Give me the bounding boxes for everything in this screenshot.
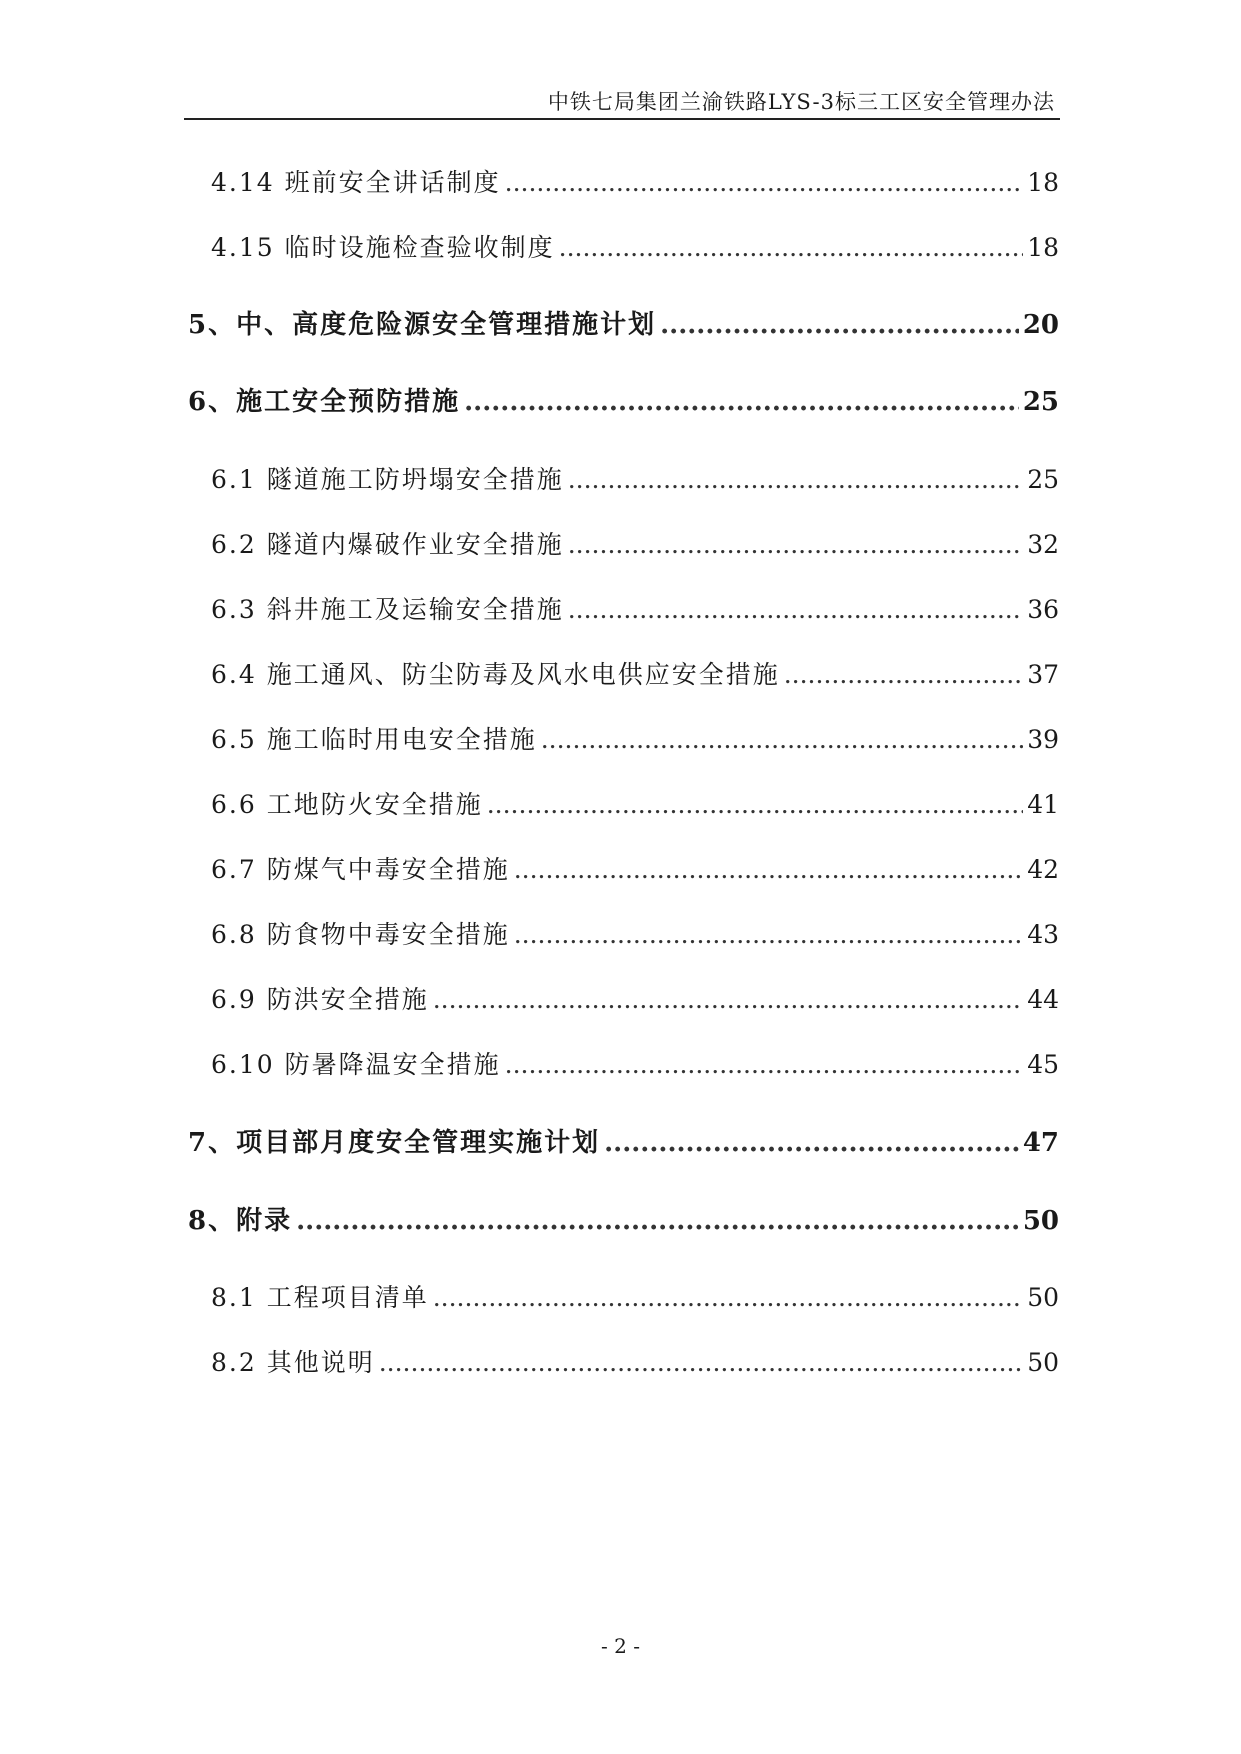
dot-leader — [464, 382, 1019, 422]
dot-leader — [660, 305, 1019, 345]
toc-entry-page: 18 — [1027, 168, 1059, 197]
toc-entry-page: 50 — [1027, 1283, 1059, 1312]
toc-entry-title: 5、中、高度危险源安全管理措施计划 — [188, 310, 657, 340]
toc-entry-page: 25 — [1027, 465, 1059, 494]
toc-entry-page: 25 — [1022, 387, 1059, 417]
toc-entry[interactable] — [188, 305, 1059, 345]
toc-entry-page: 36 — [1027, 595, 1059, 624]
toc-entry-page: 39 — [1027, 725, 1059, 754]
dot-leader — [433, 980, 1023, 1020]
toc-entry-title: 6.5 施工临时用电安全措施 — [211, 725, 537, 754]
page-number: - 2 - — [601, 1634, 640, 1658]
toc-entry-title: 6.10 防暑降温安全措施 — [211, 1050, 501, 1079]
toc-entry[interactable] — [211, 720, 1059, 760]
toc-entry-title: 6.6 工地防火安全措施 — [211, 790, 483, 819]
toc-entry[interactable] — [211, 785, 1059, 825]
toc-entry-title: 6.9 防洪安全措施 — [211, 985, 429, 1014]
toc-entry-page: 47 — [1022, 1128, 1059, 1158]
toc-entry-title: 4.15 临时设施检查验收制度 — [211, 233, 555, 262]
toc-entry-page: 20 — [1022, 310, 1059, 340]
toc-entry-title: 7、项目部月度安全管理实施计划 — [188, 1128, 601, 1158]
toc-entry[interactable] — [211, 655, 1059, 695]
toc-entry-page: 32 — [1027, 530, 1059, 559]
toc-entry-page: 44 — [1027, 985, 1059, 1014]
toc-entry-page: 50 — [1027, 1348, 1059, 1377]
dot-leader — [379, 1343, 1023, 1383]
running-header: 中铁七局集团兰渝铁路LYS-3标三工区安全管理办法 — [547, 90, 1055, 114]
toc-entry-title: 6.2 隧道内爆破作业安全措施 — [211, 530, 564, 559]
toc-entry[interactable] — [188, 1123, 1059, 1163]
toc-entry[interactable] — [211, 590, 1059, 630]
toc-entry-page: 50 — [1022, 1206, 1059, 1236]
toc-entry-title: 6.3 斜井施工及运输安全措施 — [211, 595, 564, 624]
toc-entry-page: 18 — [1027, 233, 1059, 262]
toc-entry-title: 6.8 防食物中毒安全措施 — [211, 920, 510, 949]
dot-leader — [514, 915, 1023, 955]
toc-entry-title: 4.14 班前安全讲话制度 — [211, 168, 501, 197]
toc-entry-title: 8.1 工程项目清单 — [211, 1283, 429, 1312]
dot-leader — [433, 1278, 1023, 1318]
toc-entry-title: 6.4 施工通风、防尘防毒及风水电供应安全措施 — [211, 660, 780, 689]
toc-entry-title: 8、附录 — [188, 1206, 293, 1236]
toc-entry-title: 6.1 隧道施工防坍塌安全措施 — [211, 465, 564, 494]
toc-entry[interactable] — [211, 1278, 1059, 1318]
dot-leader — [568, 590, 1023, 630]
toc-entry[interactable] — [211, 163, 1059, 203]
toc-entry-page: 43 — [1027, 920, 1059, 949]
dot-leader — [487, 785, 1023, 825]
dot-leader — [541, 720, 1023, 760]
toc-entry-page: 37 — [1027, 660, 1059, 689]
toc-entry[interactable] — [188, 1201, 1059, 1241]
toc-entry-title: 6、施工安全预防措施 — [188, 387, 461, 417]
toc-entry[interactable] — [188, 382, 1059, 422]
toc-entry[interactable] — [211, 915, 1059, 955]
toc-entry[interactable] — [211, 1343, 1059, 1383]
dot-leader — [505, 163, 1024, 203]
dot-leader — [559, 228, 1024, 268]
dot-leader — [604, 1123, 1019, 1163]
toc-entry-page: 45 — [1027, 1050, 1059, 1079]
dot-leader — [296, 1201, 1019, 1241]
dot-leader — [514, 850, 1023, 890]
toc-entry[interactable] — [211, 1045, 1059, 1085]
toc-entry-title: 8.2 其他说明 — [211, 1348, 375, 1377]
toc-entry[interactable] — [211, 980, 1059, 1020]
toc-entry-page: 42 — [1027, 855, 1059, 884]
toc-entry[interactable] — [211, 460, 1059, 500]
dot-leader — [568, 460, 1023, 500]
dot-leader — [784, 655, 1023, 695]
dot-leader — [505, 1045, 1024, 1085]
dot-leader — [568, 525, 1023, 565]
toc-entry[interactable] — [211, 228, 1059, 268]
toc-entry-title: 6.7 防煤气中毒安全措施 — [211, 855, 510, 884]
toc-entry[interactable] — [211, 525, 1059, 565]
toc-entry[interactable] — [211, 850, 1059, 890]
toc-entry-page: 41 — [1027, 790, 1059, 819]
